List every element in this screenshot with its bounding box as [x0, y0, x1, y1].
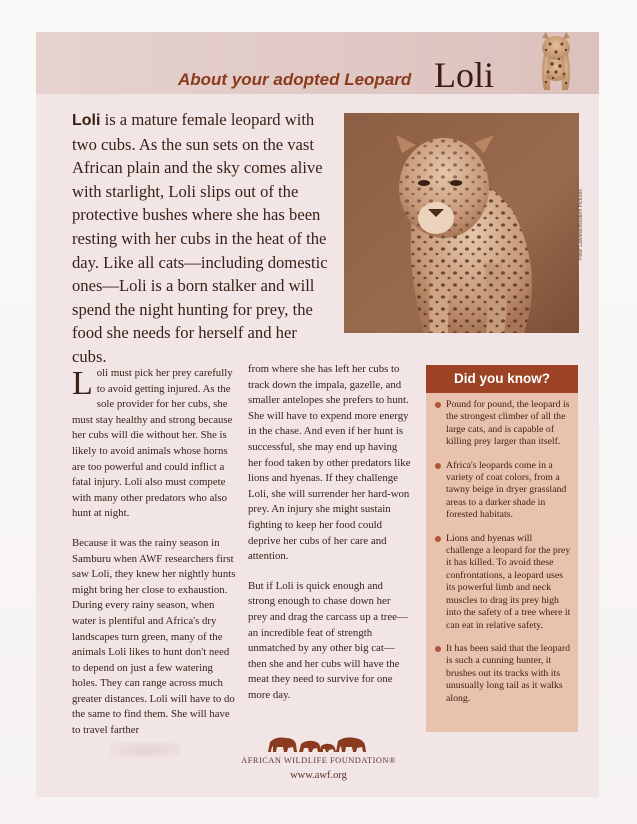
bullet-icon: [435, 536, 441, 542]
footer-organization: AFRICAN WILDLIFE FOUNDATION®: [241, 756, 396, 765]
did-you-know-sidebar: [426, 365, 578, 732]
article-paragraph: [72, 366, 236, 522]
drop-cap: L: [72, 365, 93, 402]
footer-website-link[interactable]: www.awf.org: [290, 770, 347, 781]
article-paragraph: But if Loli is quick enough and strong enough to chase down her prey and drag the carcass up a tree—an incredible feat of strength unmatched by any other big cat—then she and her cubs will have the meat they need to survive for one more day.: [248, 579, 408, 701]
fact-list: [434, 399, 572, 716]
article-column-1: [72, 366, 236, 753]
fact-text: Pound for pound, the leopard is the strongest climber of all the large cats, and is capable of killing prey larger than itself.: [446, 399, 570, 448]
bullet-icon: [435, 402, 441, 408]
intro-paragraph: [72, 108, 334, 369]
fact-item: [434, 460, 572, 522]
article-paragraph: Because it was the rainy season in Samburu when AWF researchers first saw Loli, they knew her nightly hunts might bring her close to exhaustion. During every rainy season, when water is plentiful and Africa's dry landscapes turn green, many of the animals Loli likes to hunt don't need to depend on just a few watering holes. They can range across much greater distances. Loli will have to do the same to find them. She will have to travel farther: [72, 536, 236, 737]
paragraph-text: oli must pick her prey carefully to avoid getting injured. As the sole provider for her cubs, she must stay healthy and strong because her cubs will die without her. She is likely to avoid animals whose horns are too powerful and could inflict a fatal injury. Loli also must compete with many other predators who also hunt at night.: [72, 367, 233, 520]
leopard-illustration: [524, 28, 588, 94]
sidebar-title: Did you know?: [426, 365, 578, 393]
fact-item: [434, 643, 572, 705]
fact-text: Lions and hyenas will challenge a leopard for the prey it has killed. To avoid these confrontations, a leopard uses its powerful limb and neck muscles to drag its prey high into the safety of a tree where it can eat in relative safety.: [446, 532, 571, 631]
fact-text: It has been said that the leopard is such a cunning hunter, it brushes out its tracks with its unusually long tail as it walks along.: [446, 642, 571, 704]
leopard-name-title: Loli: [434, 55, 494, 95]
intro-text: is a mature female leopard with two cubs. As the sun sets on the vast African plain and the sky comes alive with starlight, Loli slips out of the protective bushes where she has been resting with her cubs in the heat of the day. Like all cats—including domestic ones—Loli is a born stalker and will spend the night hunting for prey, the food she needs for herself and her cubs.: [72, 110, 328, 366]
bullet-icon: [435, 646, 441, 652]
fact-item: [434, 533, 572, 632]
header-subtitle: About your adopted Leopard: [178, 70, 412, 89]
fact-text: Africa's leopards come in a variety of coat colors, from a tawny beige in dryer grassland areas to a darker shade in forested habitats.: [446, 459, 567, 521]
fact-item: [434, 399, 572, 449]
leopard-photo: [344, 113, 579, 333]
elephant-logo-icon: [266, 734, 368, 754]
article-paragraph: from where she has left her cubs to track down the impala, gazelle, and smaller antelopes she prefers to hunt. She will have to expend more energy in the chase. And even if her hunt is successful, she may end up having her food taken by other predators like lions and hyenas. If they challenge Loli, she will surrender her hard-won prey. An injury she might sustain fighting to keep her food could deprive her cubs of her care and attention.: [248, 363, 411, 563]
photo-credit: Peter Lawless/Western Pictures: [578, 189, 584, 260]
intro-lead-name: Loli: [72, 112, 101, 129]
article-column-2: [248, 362, 412, 717]
bullet-icon: [435, 463, 441, 469]
